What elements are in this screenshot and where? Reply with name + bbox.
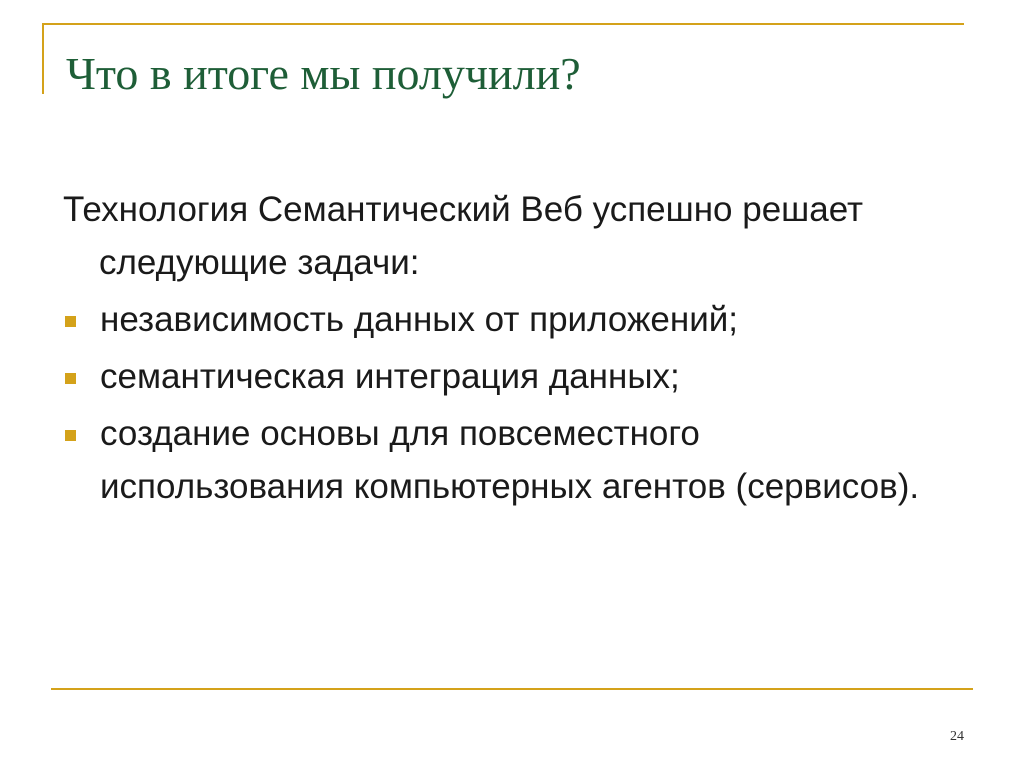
bullet-text: независимость данных от приложений; bbox=[100, 300, 739, 339]
bullet-item bbox=[63, 293, 943, 346]
bullet-item bbox=[63, 407, 943, 513]
square-bullet-icon bbox=[65, 373, 76, 384]
left-frame-line bbox=[42, 23, 44, 94]
slide-content bbox=[63, 183, 943, 517]
bullet-item bbox=[63, 350, 943, 403]
slide-title: Что в итоге мы получили? bbox=[66, 48, 581, 99]
bullet-list bbox=[63, 293, 943, 513]
square-bullet-icon bbox=[65, 316, 76, 327]
intro-text: Технология Семантический Веб успешно решает следующие задачи: bbox=[63, 190, 864, 282]
footer-divider bbox=[51, 688, 973, 690]
bullet-text: семантическая интеграция данных; bbox=[100, 357, 680, 396]
top-frame-line bbox=[42, 23, 964, 25]
square-bullet-icon bbox=[65, 430, 76, 441]
page-number: 24 bbox=[950, 729, 964, 744]
bullet-text: создание основы для повсеместного использования компьютерных агентов (сервисов). bbox=[100, 414, 920, 506]
